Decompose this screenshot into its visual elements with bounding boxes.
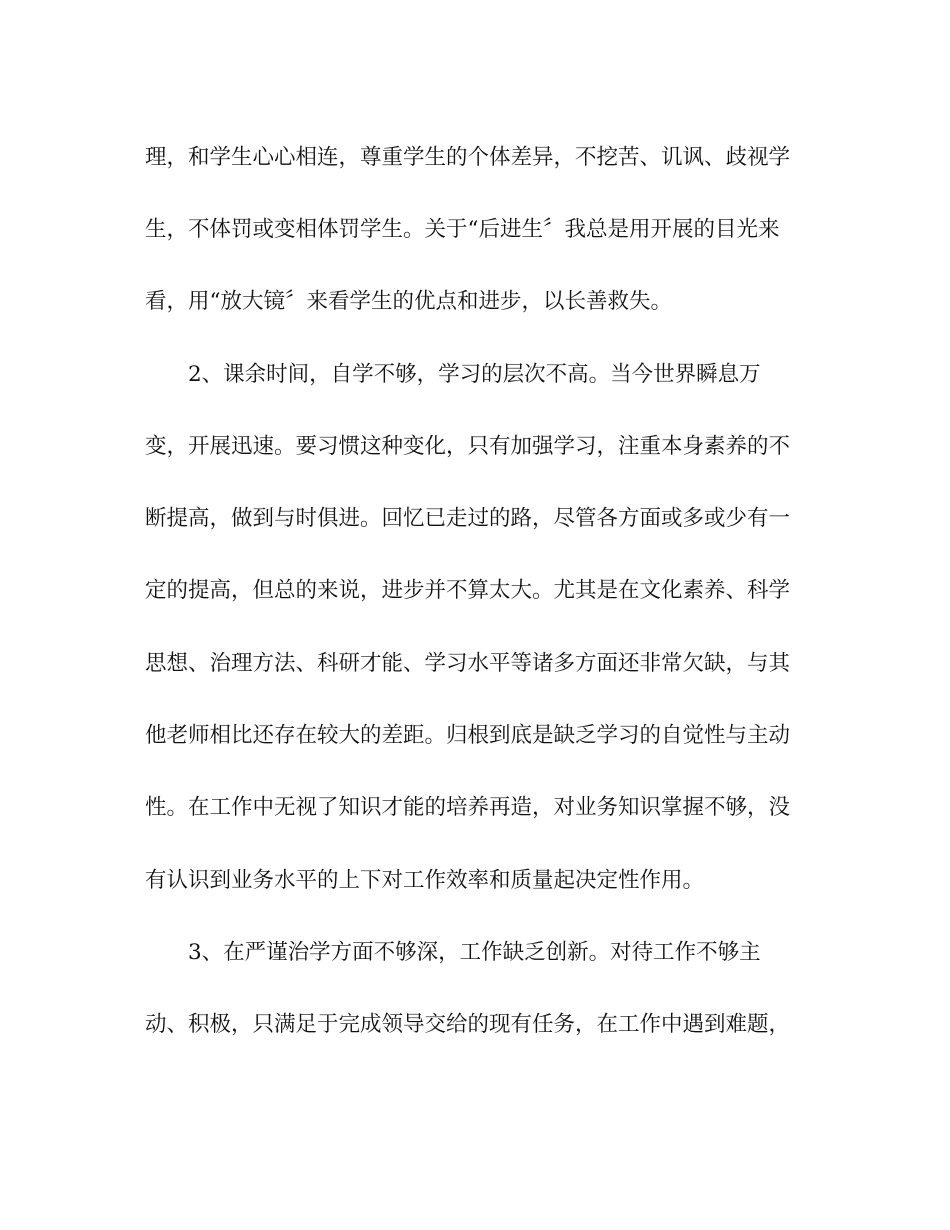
text-line: 他老师相比还存在较大的差距。归根到底是缺乏学习的自觉性与主动 — [145, 723, 791, 748]
text-line: 看，用“放大镜〞来看学生的优点和进步，以长善救失。 — [145, 289, 672, 314]
text-line: 生，不体罚或变相体罚学生。关于“后进生〞我总是用开展的目光来 — [145, 217, 780, 242]
text-line: 性。在工作中无视了知识才能的培养再造，对业务知识掌握不够，没 — [145, 795, 791, 820]
text-line: 变，开展迅速。要习惯这种变化，只有加强学习，注重本身素养的不 — [145, 434, 791, 459]
text-line: 断提高，做到与时俱进。回忆已走过的路，尽管各方面或多或少有一 — [145, 506, 791, 531]
text-line: 2、课余时间，自学不够，学习的层次不高。当今世界瞬息万 — [188, 362, 761, 387]
text-line: 定的提高，但总的来说，进步并不算太大。尤其是在文化素养、科学 — [145, 578, 791, 603]
text-line: 有认识到业务水平的上下对工作效率和质量起决定性作用。 — [145, 868, 705, 893]
text-line: 理，和学生心心相连，尊重学生的个体差异，不挖苦、讥讽、歧视学 — [145, 145, 791, 170]
text-line: 3、在严谨治学方面不够深，工作缺乏创新。对待工作不够主 — [188, 940, 761, 965]
text-line: 动、积极，只满足于完成领导交给的现有任务，在工作中遇到难题， — [145, 1012, 791, 1037]
text-line: 思想、治理方法、科研才能、学习水平等诸多方面还非常欠缺，与其 — [145, 651, 791, 676]
